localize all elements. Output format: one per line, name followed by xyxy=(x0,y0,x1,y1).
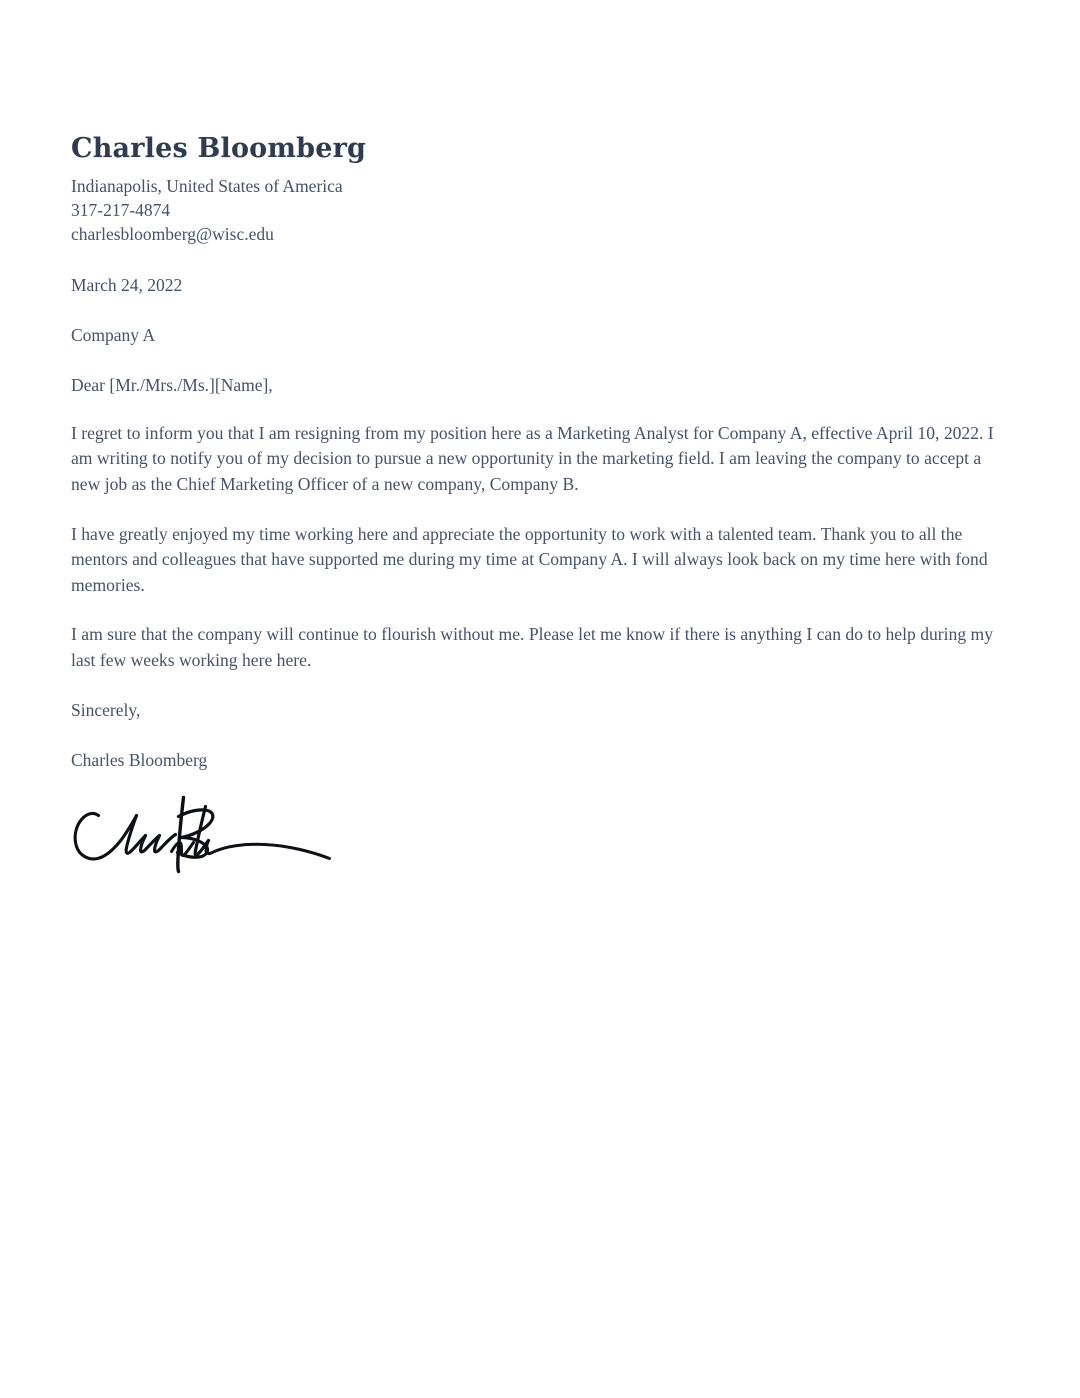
spacer-after-closing xyxy=(71,722,1011,748)
spacer-after-date xyxy=(71,297,1011,323)
letter-content xyxy=(71,133,1011,876)
handwritten-signature-icon xyxy=(71,794,339,874)
spacer-between-p2-p3 xyxy=(71,598,1011,622)
sender-phone: 317-217-4874 xyxy=(71,200,171,221)
sender-name-heading: Charles Bloomberg xyxy=(71,133,367,164)
sender-email: charlesbloomberg@wisc.edu xyxy=(71,224,274,245)
body-paragraph-1: I regret to inform you that I am resigning from my position here as a Marketing Analyst for Company A, effective April 10, 2022. I am writing to notify you of my decision to pursue a new opportunity in the marketing field. I am leaving the company to accept a new job as the Chief Marketing Officer of a new company, Company B. xyxy=(71,422,994,494)
spacer-before-closing xyxy=(71,674,1011,698)
salutation-line: Dear [Mr./Mrs./Ms.][Name], xyxy=(71,374,273,395)
closing-salutation: Sincerely, xyxy=(71,699,141,720)
recipient-company: Company A xyxy=(71,324,156,345)
signature-printed-name: Charles Bloomberg xyxy=(71,749,208,770)
spacer-before-body xyxy=(71,397,1011,421)
signature-block xyxy=(71,794,371,876)
sender-contact-block xyxy=(71,174,1011,247)
sender-location: Indianapolis, United States of America xyxy=(71,175,343,196)
spacer-after-recipient xyxy=(71,347,1011,373)
spacer-between-p1-p2 xyxy=(71,498,1011,522)
body-paragraph-2: I have greatly enjoyed my time working here and appreciate the opportunity to work with a talented team. Thank you to all the mentors and colleagues that have supported me during my time at Company A. I will always look back on my time here with fond memories. xyxy=(71,523,988,595)
letter-date: March 24, 2022 xyxy=(71,274,183,295)
body-paragraph-3: I am sure that the company will continue to flourish without me. Please let me know if there is anything I can do to help during my last few weeks working here here. xyxy=(71,624,994,670)
spacer-after-contact xyxy=(71,247,1011,273)
